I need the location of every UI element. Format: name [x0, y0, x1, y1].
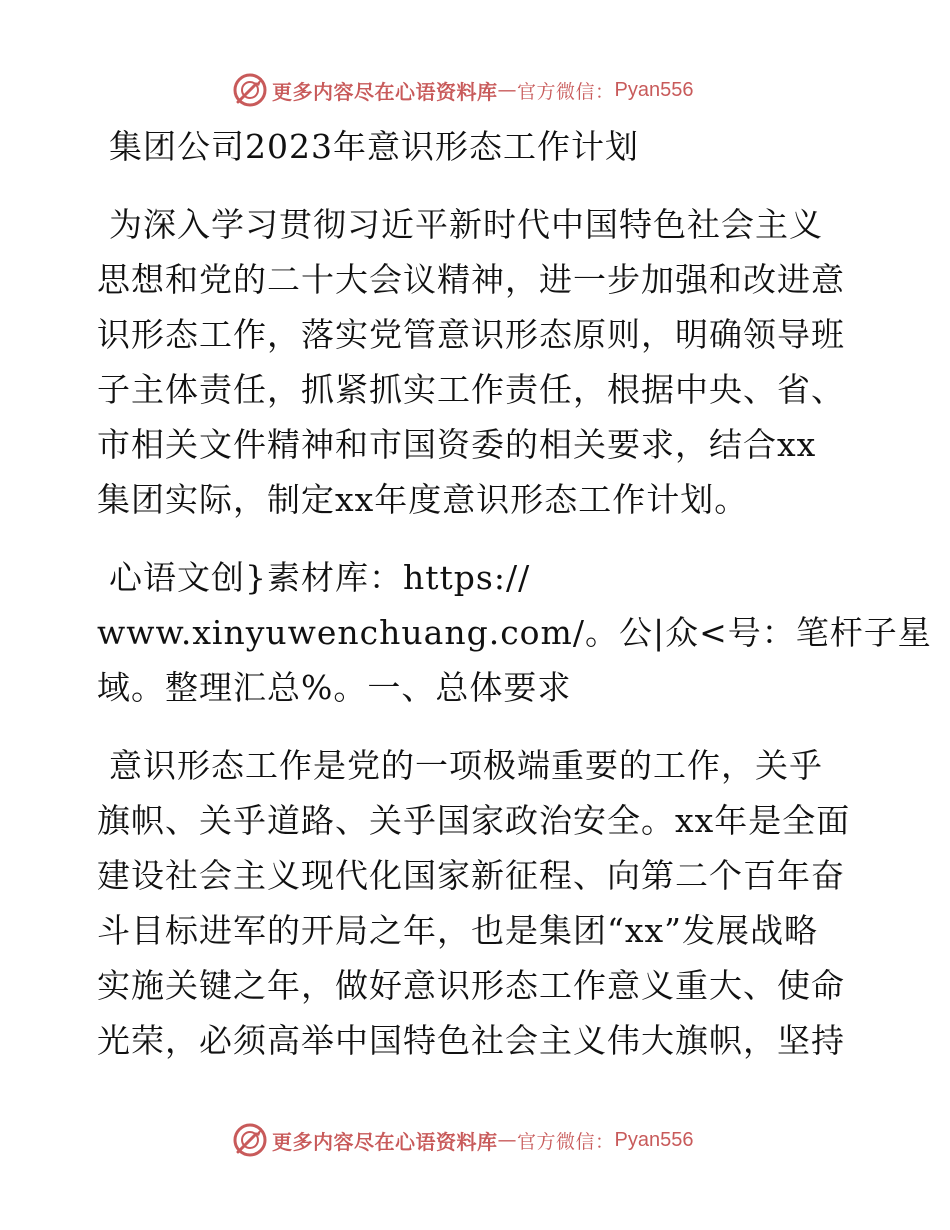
paragraph-line: 为深入学习贯彻习近平新时代中国特色社会主义	[109, 205, 823, 244]
paragraph-line: 子主体责任，抓紧抓实工作责任，根据中央、省、	[97, 370, 845, 409]
banner-dash: —	[497, 79, 517, 101]
paragraph-intro	[97, 197, 857, 527]
paragraph-line: 思想和党的二十大会议精神，进一步加强和改进意	[97, 260, 845, 299]
banner-wechat-label: 官方微信：	[517, 1130, 615, 1153]
brand-logo-icon	[232, 1122, 268, 1158]
footer-watermark-banner	[232, 1122, 693, 1158]
banner-dash: —	[497, 1129, 517, 1151]
paragraph-source	[97, 550, 932, 715]
paragraph-line: 市相关文件精神和市国资委的相关要求，结合xx	[97, 425, 817, 464]
brand-logo-icon	[232, 72, 268, 108]
paragraph-line: 建设社会主义现代化国家新征程、向第二个百年奋	[97, 856, 845, 895]
paragraph-line: 意识形态工作是党的一项极端重要的工作，关乎	[109, 746, 823, 785]
paragraph-line: 集团实际，制定xx年度意识形态工作计划。	[97, 480, 749, 519]
banner-site-text: 更多内容尽在心语资料库	[272, 79, 498, 104]
paragraph-line: 域。整理汇总%。一、总体要求	[97, 668, 572, 707]
paragraph-general-requirements	[97, 738, 857, 1068]
paragraph-line: 旗帜、关乎道路、关乎国家政治安全。xx年是全面	[97, 801, 851, 840]
banner-wechat-id: Pyan556	[614, 1128, 694, 1151]
paragraph-line: 斗目标进军的开局之年，也是集团“xx”发展战略	[97, 911, 818, 950]
paragraph-line: 识形态工作，落实党管意识形态原则，明确领导班	[97, 315, 845, 354]
header-watermark-banner	[232, 72, 693, 108]
paragraph-line: 实施关键之年，做好意识形态工作意义重大、使命	[97, 966, 845, 1005]
banner-wechat-id: Pyan556	[614, 78, 694, 101]
banner-wechat-label: 官方微信：	[517, 80, 615, 103]
paragraph-line: 心语文创}素材库：https://	[109, 558, 531, 597]
paragraph-line: www.xinyuwenchuang.com/。公|众<号：笔杆子星	[97, 613, 932, 652]
document-title: 集团公司2023年意识形态工作计划	[109, 127, 639, 166]
paragraph-line: 光荣，必须高举中国特色社会主义伟大旗帜，坚持	[97, 1021, 845, 1060]
banner-site-text: 更多内容尽在心语资料库	[272, 1129, 498, 1154]
document-body	[97, 119, 932, 1068]
